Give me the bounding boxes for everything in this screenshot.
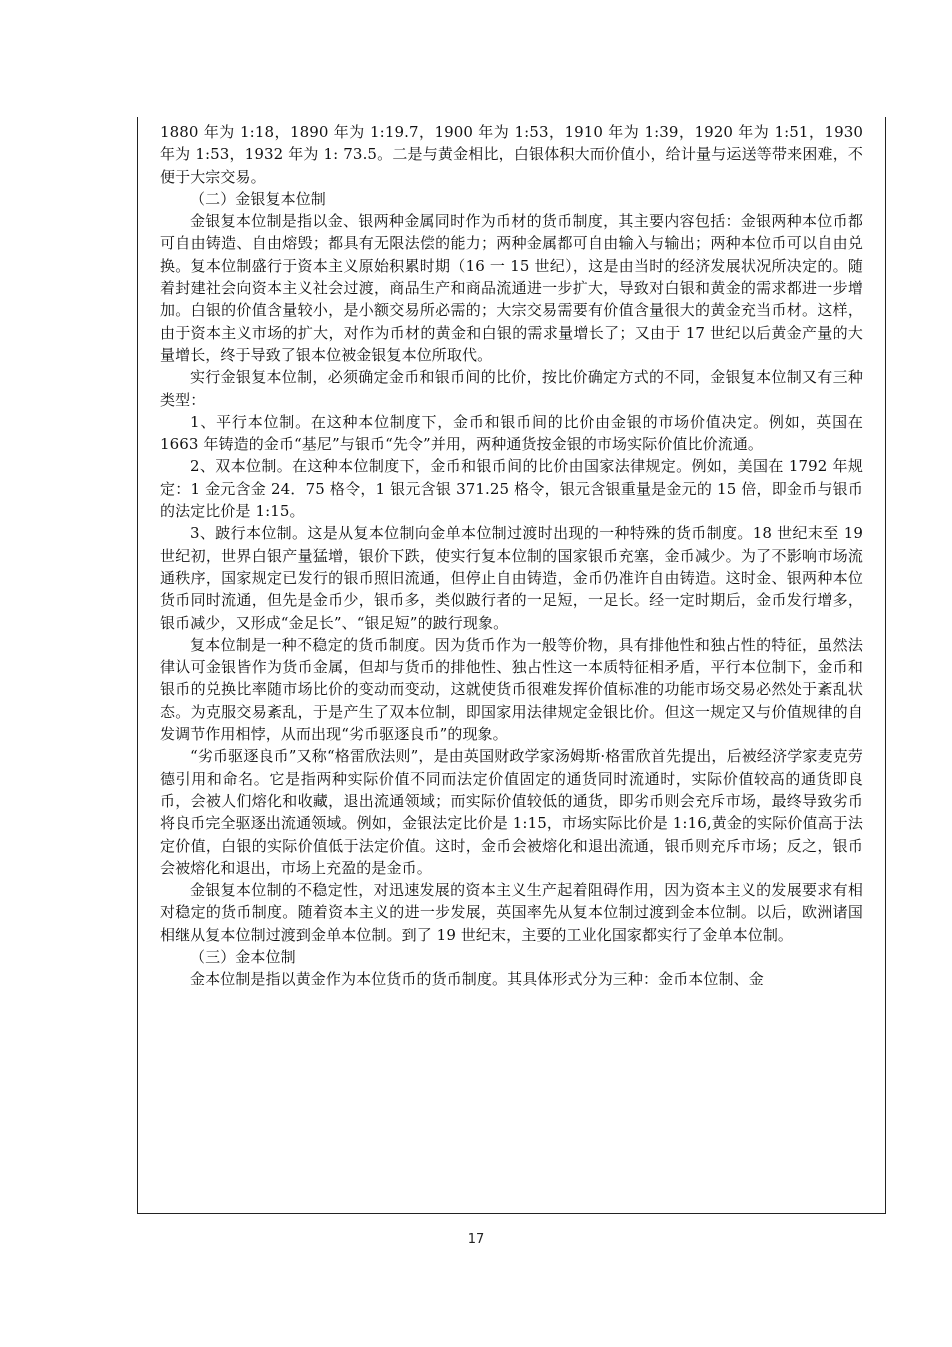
text-frame: [137, 117, 886, 1214]
paragraph-3: 金银复本位制是指以金、银两种金属同时作为币材的货币制度，其主要内容包括：金银两种本位币都可自由铸造、自由熔毁；都具有无限法偿的能力；两种金属都可自由输入与输出；两种本位币可以自由兑换。复本位制盛行于资本主义原始积累时期（16 一 15 世纪），这是由当时的经济发展状况所决定的。随着封建社会向资本主义社会过渡，商品生产和商品流通进一步扩大，导致对白银和黄金的需求都进一步增加。白银的价值含量较小，是小额交易所必需的；大宗交易需要有价值含量很大的黄金充当币材。这样，由于资本主义市场的扩大，对作为币材的黄金和白银的需求量增长了；又由于 17 世纪以后黄金产量的大量增长，终于导致了银本位被金银复本位所取代。: [160, 212, 863, 364]
paragraph-10: 金银复本位制的不稳定性，对迅速发展的资本主义生产起着阻碍作用，因为资本主义的发展要求有相对稳定的货币制度。随着资本主义的进一步发展，英国率先从复本位制过渡到金本位制。以后，欧洲诸国相继从复本位制过渡到金单本位制。到了 19 世纪末，主要的工业化国家都实行了金单本位制。: [160, 881, 863, 944]
paragraph-8: 复本位制是一种不稳定的货币制度。因为货币作为一般等价物，具有排他性和独占性的特征，虽然法律认可金银皆作为货币金属，但却与货币的排他性、独占性这一本质特征相矛盾，平行本位制下，金币和银币的兑换比率随市场比价的变动而变动，这就使货币很难发挥价值标准的功能市场交易必然处于紊乱状态。为克服交易紊乱，于是产生了双本位制，即国家用法律规定金银比价。但这一规定又与价值规律的自发调节作用相悖，从而出现“劣币驱逐良币”的现象。: [160, 635, 863, 744]
section-heading-bimetallism: （二）金银复本位制: [190, 189, 326, 208]
paragraph-greshams-law: “劣币驱逐良币”又称“格雷欣法则”，是由英国财政学家汤姆斯·格雷欣首先提出，后被经济学家麦克劳德引用和命名。它是指两种实际价值不同而法定价值固定的通货同时流通时，实际价值较高的通货即良币，会被人们熔化和收藏，退出流通领域；而实际价值较低的通货，即劣币则会充斥市场，最终导致劣币将良币完全驱逐出流通领域。例如，金银法定比价是 1:15，市场实际比价是 1:16,黄金的实际价值高于法定价值，白银的实际价值低于法定价值。这时，金币会被熔化和退出流通，银币则充斥市场；反之，银币会被熔化和退出，市场上充盈的是金币。: [160, 747, 863, 877]
paragraph-1: 1880 年为 1:18，1890 年为 1:19.7，1900 年为 1:53，1910 年为 1:39，1920 年为 1:51，1930 年为 1:53，1932 年为 1: 73.5。二是与黄金相比，白银体积大而价值小，给计量与运送等带来困难，不便于大宗交易。: [160, 123, 863, 186]
paragraph-12: 金本位制是指以黄金作为本位货币的货币制度。其具体形式分为三种：金币本位制、金: [190, 970, 764, 989]
paragraph-double-standard: 2、双本位制。在这种本位制度下，金币和银币间的比价由国家法律规定。例如，美国在 1792 年规定：1 金元含金 24．75 格令，1 银元含银 371.25 格令，银元含银重量是金元的 15 倍，即金币与银币的法定比价是 1:15。: [160, 457, 863, 521]
paragraph-limping-standard: 3、跛行本位制。这是从复本位制向金单本位制过渡时出现的一种特殊的货币制度。18 世纪末至 19 世纪初，世界白银产量猛增，银价下跌，使实行复本位制的国家银币充塞，金币减少。为了不影响市场流通秩序，国家规定已发行的银币照旧流通，但停止自由铸造，金币仍准许自由铸造。这时金、银两种本位货币同时流通，但先是金币少，银币多，类似跛行者的一足短，一足长。经一定时期后，金币发行增多，银币减少，又形成“金足长”、“银足短”的跛行现象。: [160, 524, 863, 632]
paragraph-parallel-standard: 1、平行本位制。在这种本位制度下，金币和银币间的比价由金银的市场价值决定。例如，英国在 1663 年铸造的金币“基尼”与银币“先令”并用，两种通货按金银的市场实际价值比价流通。: [160, 412, 863, 454]
section-heading-gold-standard: （三）金本位制: [190, 947, 296, 966]
paragraph-4: 实行金银复本位制，必须确定金币和银币间的比价，按比价确定方式的不同，金银复本位制又有三种类型：: [160, 368, 863, 409]
page-number: 17: [467, 1232, 485, 1247]
